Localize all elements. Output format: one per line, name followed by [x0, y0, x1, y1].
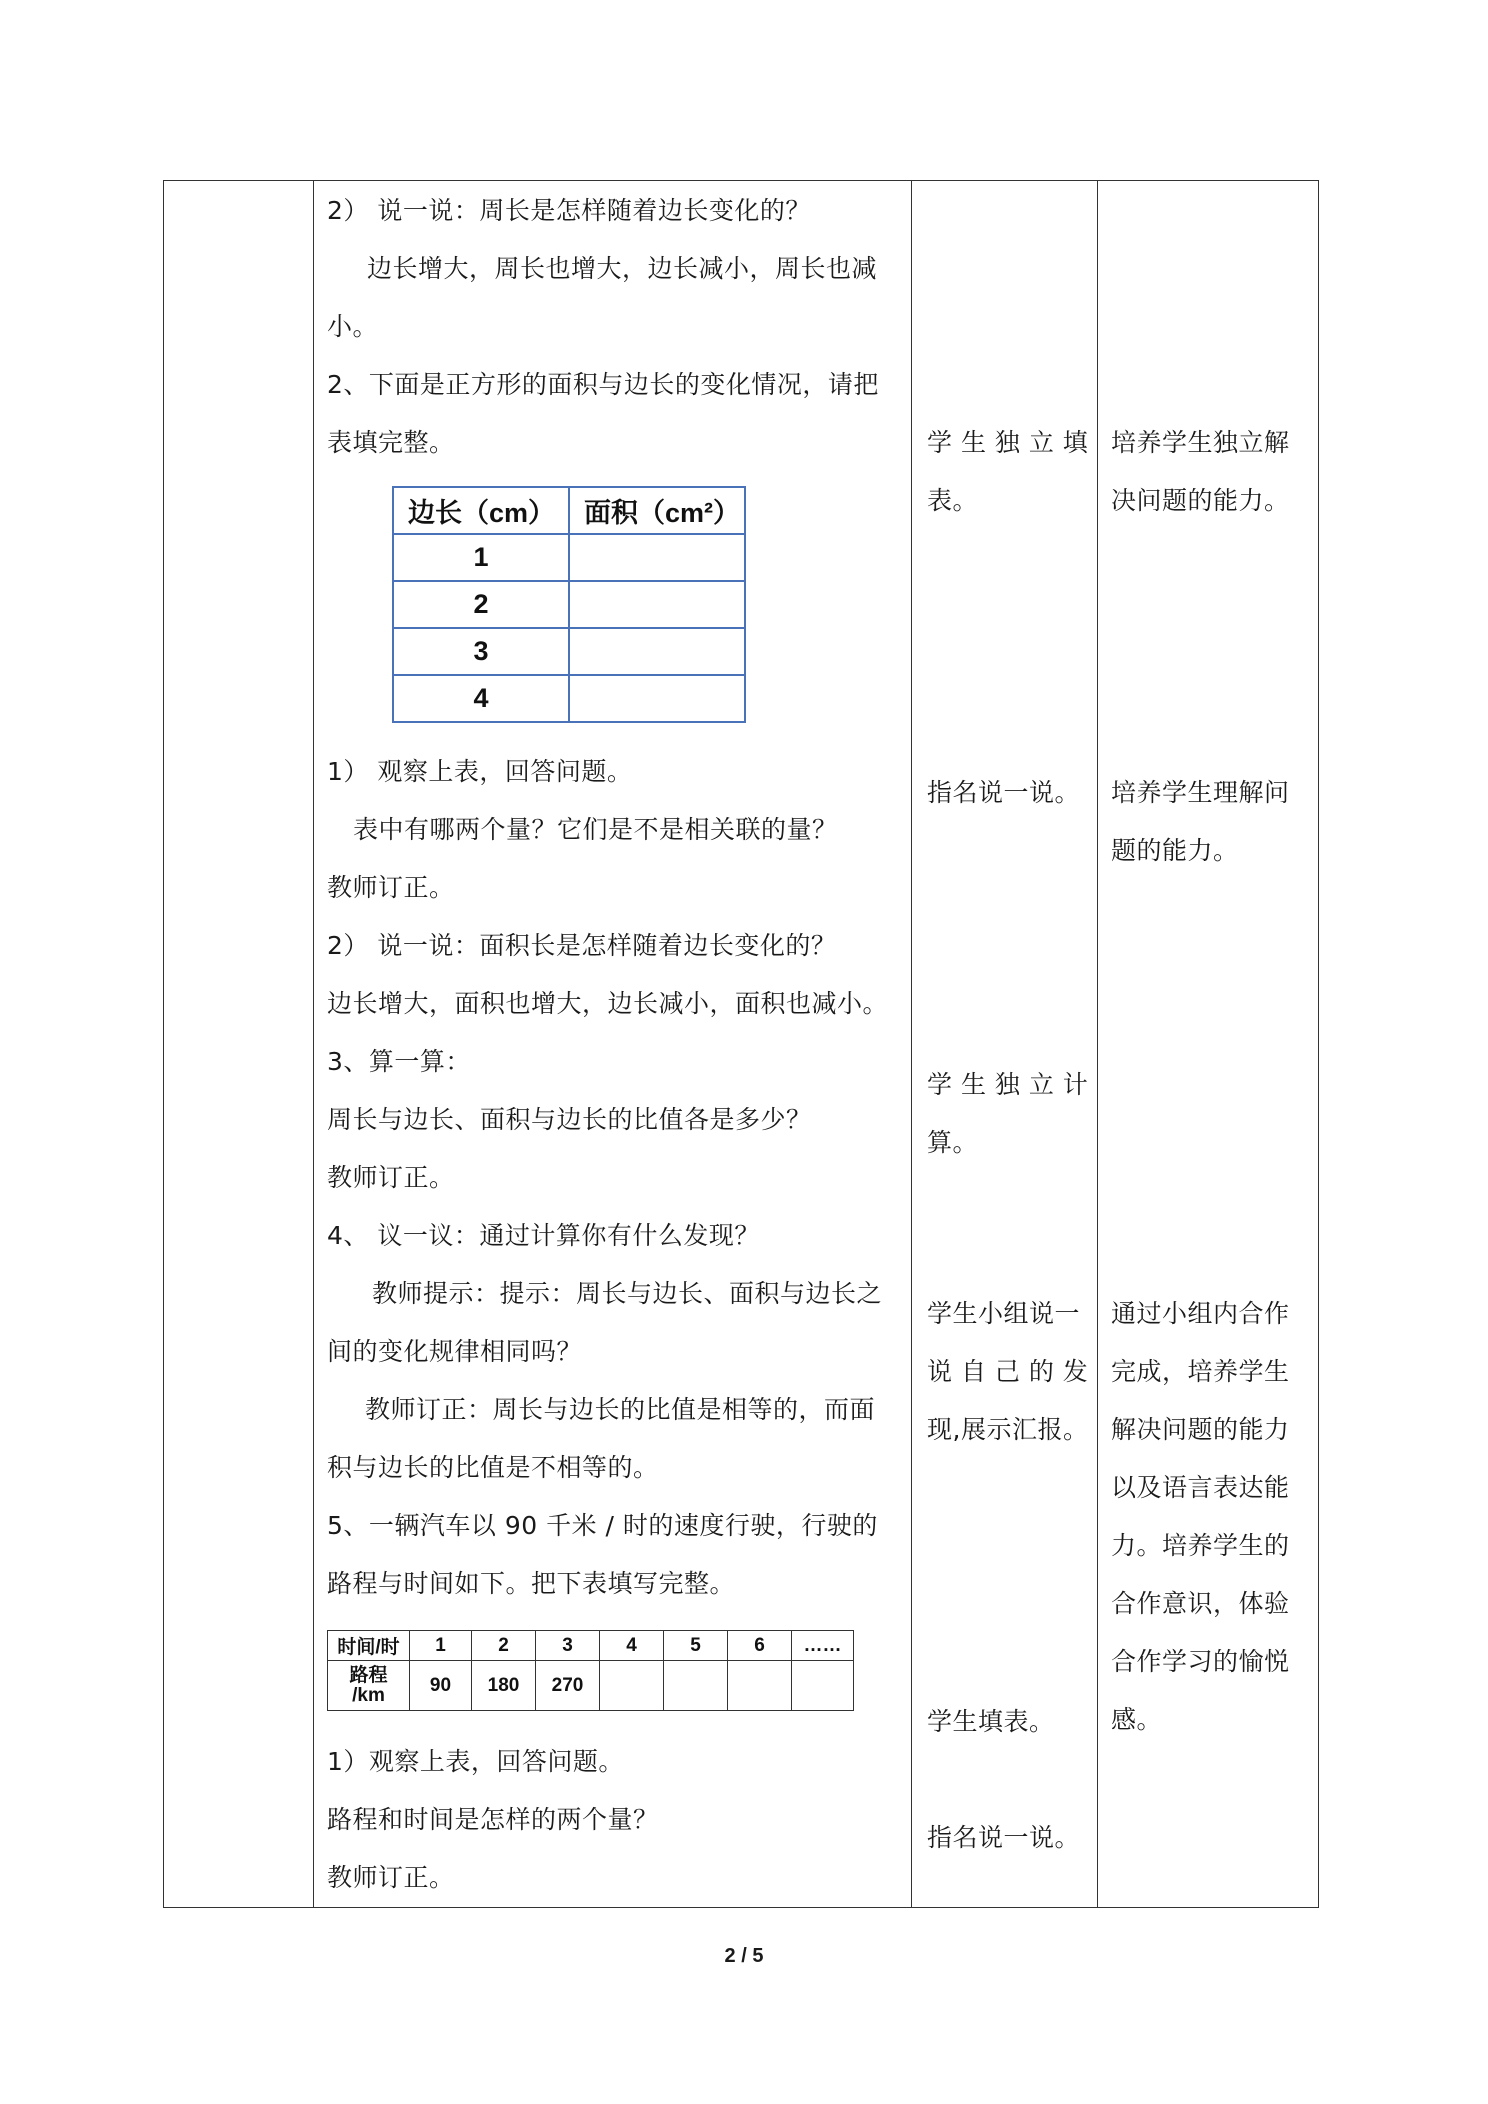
step-text: 教师提示：提示：周长与边长、面积与边长之	[372, 1279, 883, 1308]
distance-time-table	[327, 1630, 854, 1711]
empty-cell[interactable]	[569, 628, 745, 675]
empty-cell[interactable]	[600, 1661, 664, 1711]
header-area: 面积（cm²）	[569, 487, 745, 534]
step-text: 小。	[327, 312, 379, 341]
step-text: 路程与时间如下。把下表填写完整。	[327, 1569, 736, 1598]
student-activity: 学 生 独 立 计	[927, 1070, 1089, 1099]
design-purpose: 完成，培养学生	[1111, 1357, 1290, 1386]
design-purpose: 决问题的能力。	[1111, 486, 1290, 515]
table-cell: 180	[472, 1661, 536, 1711]
design-purpose: 力。培养学生的	[1111, 1531, 1290, 1560]
step-text: 3、算一算：	[327, 1047, 471, 1076]
empty-cell[interactable]	[569, 581, 745, 628]
student-activity: 表。	[927, 486, 979, 515]
design-purpose: 培养学生理解问	[1111, 778, 1290, 807]
step-text: 表填完整。	[327, 428, 455, 457]
design-purpose: 培养学生独立解	[1111, 428, 1290, 457]
design-purpose: 感。	[1111, 1705, 1163, 1734]
column-divider-1	[313, 181, 314, 1907]
step-text: 间的变化规律相同吗？	[327, 1337, 583, 1366]
row-label-time: 时间/时	[328, 1631, 410, 1661]
design-purpose: 解决问题的能力	[1111, 1415, 1290, 1444]
column-divider-2	[911, 181, 912, 1907]
design-purpose: 题的能力。	[1111, 836, 1239, 865]
table-cell: 2	[393, 581, 569, 628]
step-text: 2） 说一说：面积长是怎样随着边长变化的？	[327, 931, 837, 960]
empty-cell[interactable]	[664, 1661, 728, 1711]
square-area-table	[392, 486, 746, 723]
step-text: 教师订正。	[327, 1163, 455, 1192]
page-number: 2 / 5	[724, 1945, 764, 1967]
design-purpose: 合作学习的愉悦	[1111, 1647, 1290, 1676]
step-text: 周长与边长、面积与边长的比值各是多少？	[327, 1105, 812, 1134]
step-text: 边长增大，周长也增大，边长减小，周长也减	[367, 254, 878, 283]
step-text: 教师订正。	[327, 873, 455, 902]
table-cell: 3	[536, 1631, 600, 1661]
step-text: 1）观察上表，回答问题。	[327, 1747, 624, 1776]
table-cell: 5	[664, 1631, 728, 1661]
step-text: 4、 议一议：通过计算你有什么发现？	[327, 1221, 760, 1250]
row-label-distance-b: /km	[352, 1684, 385, 1706]
step-text: 教师订正。	[327, 1863, 455, 1892]
table-cell: 4	[393, 675, 569, 722]
table-cell: ……	[792, 1631, 854, 1661]
step-text: 5、一辆汽车以 90 千米 / 时的速度行驶，行驶的	[327, 1511, 878, 1540]
step-text: 边长增大，面积也增大，边长减小，面积也减小。	[327, 989, 889, 1018]
student-activity: 学生填表。	[927, 1707, 1055, 1736]
student-activity: 指名说一说。	[927, 778, 1081, 807]
step-text: 路程和时间是怎样的两个量？	[327, 1805, 659, 1834]
design-purpose: 合作意识，体验	[1111, 1589, 1290, 1618]
design-purpose: 通过小组内合作	[1111, 1299, 1290, 1328]
step-text: 积与边长的比值是不相等的。	[327, 1453, 659, 1482]
student-activity: 学 生 独 立 填	[927, 428, 1089, 457]
step-text: 2、下面是正方形的面积与边长的变化情况，请把	[327, 370, 879, 399]
step-text: 表中有哪两个量？它们是不是相关联的量？	[353, 815, 838, 844]
step-text: 1） 观察上表，回答问题。	[327, 757, 633, 786]
student-activity: 说 自 己 的 发	[927, 1357, 1089, 1386]
table-cell: 3	[393, 628, 569, 675]
empty-cell[interactable]	[569, 675, 745, 722]
design-purpose: 以及语言表达能	[1111, 1473, 1290, 1502]
row-label-distance-a: 路程	[349, 1664, 388, 1686]
table-cell: 270	[536, 1661, 600, 1711]
step-text: 教师订正：周长与边长的比值是相等的，而面	[365, 1395, 876, 1424]
empty-cell[interactable]	[728, 1661, 792, 1711]
table-cell: 2	[472, 1631, 536, 1661]
empty-cell[interactable]	[569, 534, 745, 581]
table-cell: 6	[728, 1631, 792, 1661]
student-activity: 现,展示汇报。	[927, 1415, 1089, 1444]
table-cell: 1	[393, 534, 569, 581]
header-side-length: 边长（cm）	[393, 487, 569, 534]
empty-cell[interactable]	[792, 1661, 854, 1711]
step-text: 2） 说一说：周长是怎样随着边长变化的？	[327, 196, 811, 225]
table-cell: 4	[600, 1631, 664, 1661]
table-cell: 90	[410, 1661, 472, 1711]
student-activity: 学生小组说一	[927, 1299, 1081, 1328]
row-label-distance	[328, 1661, 410, 1711]
student-activity: 算。	[927, 1128, 979, 1157]
column-divider-3	[1097, 181, 1098, 1907]
student-activity: 指名说一说。	[927, 1823, 1081, 1852]
table-cell: 1	[410, 1631, 472, 1661]
